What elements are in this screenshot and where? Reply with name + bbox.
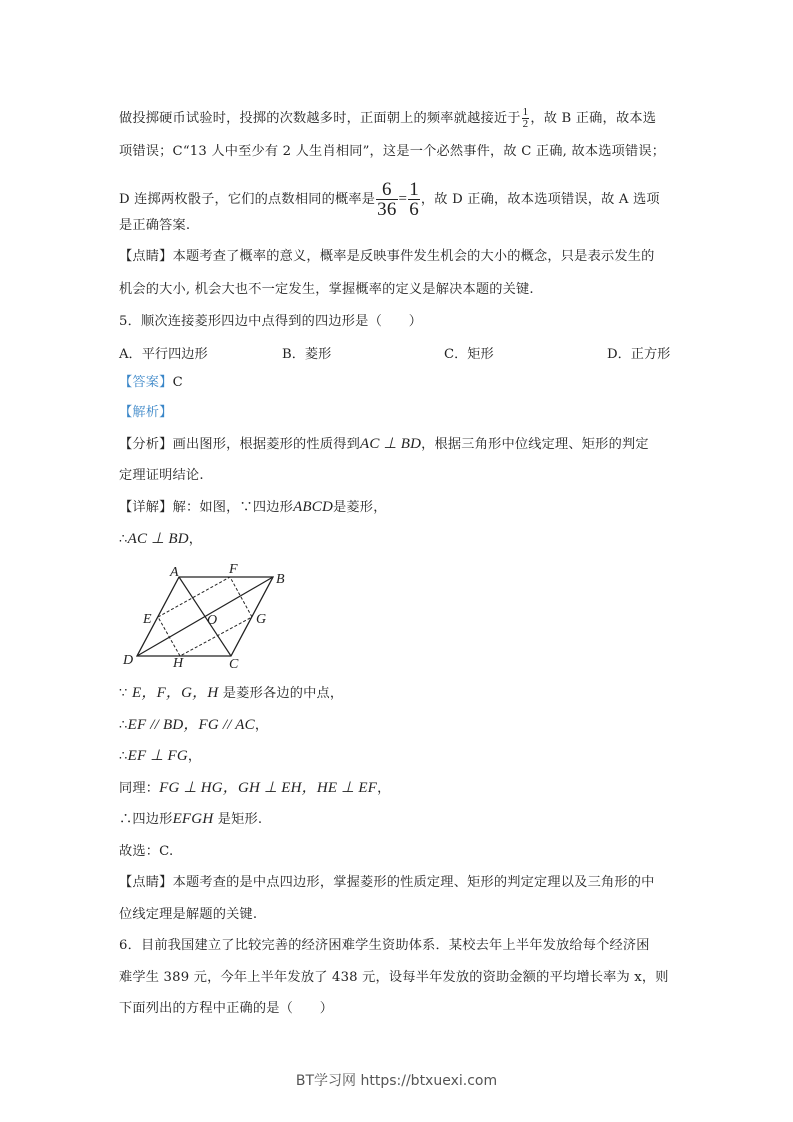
fraction-one-sixth xyxy=(408,180,420,219)
fenxi-line-1 xyxy=(119,435,649,454)
option-d: D．正方形 xyxy=(607,347,671,362)
step-2 xyxy=(119,684,343,703)
option-b: B．菱形 xyxy=(282,347,332,362)
step-7: 故选：C. xyxy=(119,844,174,859)
label-h: H xyxy=(173,656,184,671)
label-b: B xyxy=(276,572,285,587)
math-expression: E，F，G，H xyxy=(132,685,219,701)
answer-label: 【答案】 xyxy=(119,375,173,390)
label-f: F xyxy=(229,562,238,577)
xiangjie-label: 【详解】 xyxy=(119,500,173,515)
comment-label: 【点睛】 xyxy=(119,249,173,264)
label-g: G xyxy=(256,612,267,627)
text-segment: 本题考查的是中点四边形，掌握菱形的性质定理、矩形的判定定理以及三角形的中 xyxy=(172,875,655,890)
solution-line-4: 是正确答案. xyxy=(119,218,191,233)
label-a: A xyxy=(170,565,179,580)
numerator: 6 xyxy=(381,179,392,200)
text-segment: ，根据三角形中位线定理、矩形的判定 xyxy=(421,437,649,452)
text-segment: 本题考查了概率的意义，概率是反映事件发生机会的大小的概念，只是表示发生的 xyxy=(172,249,655,264)
text-segment: ，故 D 正确，故本选项错误，故 A 选项 xyxy=(420,192,660,207)
fenxi-label: 【分析】 xyxy=(119,437,173,452)
comment-line-2: 机会的大小, 机会大也不一定发生，掌握概率的定义是解决本题的关键. xyxy=(119,282,534,297)
math-expression: FG ⊥ HG，GH ⊥ EH，HE ⊥ EF xyxy=(159,780,378,796)
fenxi-line-2: 定理证明结论. xyxy=(119,468,204,483)
step-1 xyxy=(119,530,202,549)
text-segment: 解：如图，∵四边形 xyxy=(172,500,294,515)
text-segment: ∴四边形 xyxy=(119,812,173,827)
text-segment: ，故 B 正确，故本选 xyxy=(530,111,657,126)
label-o: O xyxy=(207,613,218,628)
question-5-stem: 5．顺次连接菱形四边中点得到的四边形是（ ） xyxy=(119,314,423,329)
step-3 xyxy=(119,716,268,735)
numerator: 1 xyxy=(409,179,419,200)
xiangjie-line xyxy=(119,498,387,517)
text-segment: 是矩形. xyxy=(217,812,263,827)
text-segment: D 连掷两枚骰子，它们的点数相同的概率是 xyxy=(119,192,376,207)
text-segment: 是菱形各边的中点， xyxy=(222,686,344,701)
step-6 xyxy=(119,810,262,829)
question-6-line-1: 6．目前我国建立了比较完善的经济困难学生资助体系．某校去年上半年发放给每个经济困 xyxy=(119,938,650,953)
math-expression: AC ⊥ BD xyxy=(360,436,422,452)
label-d: D xyxy=(123,653,134,668)
step-5 xyxy=(119,779,391,798)
because-symbol: ∵ xyxy=(119,686,128,701)
q5-comment-line-1 xyxy=(119,874,655,892)
math-expression: EF ⊥ FG xyxy=(127,748,188,764)
step-4 xyxy=(119,747,201,766)
q5-comment-line-2: 位线定理是解题的关键. xyxy=(119,907,258,922)
text-segment: 画出图形，根据菱形的性质得到 xyxy=(172,437,360,452)
solution-line-2: 项错误；C“13 人中至少有 2 人生肖相同”，这是一个必然事件，故 C 正确, 故本选项错误； xyxy=(119,144,666,159)
footer-watermark: BT学习网 https://btxuexi.com xyxy=(295,1073,498,1089)
analysis-heading xyxy=(119,404,173,422)
denominator: 36 xyxy=(377,199,397,220)
rhombus-figure xyxy=(110,558,310,673)
fraction-six-thirtysix xyxy=(376,180,397,219)
comment-label: 【点睛】 xyxy=(119,875,173,890)
math-expression: EFGH xyxy=(172,811,214,827)
punctuation: ， xyxy=(254,718,269,733)
text-segment: 做投掷硬币试验时，投掷的次数越多时，正面朝上的频率就越接近于 xyxy=(119,111,521,126)
punctuation: ， xyxy=(377,781,391,796)
equals-sign: = xyxy=(398,191,408,207)
math-expression: AC ⊥ BD xyxy=(127,531,189,547)
therefore-symbol: ∴ xyxy=(119,749,128,764)
question-6-line-2: 难学生 389 元，今年上半年发放了 438 元，设每半年发放的资助金额的平均增长率为 x，则 xyxy=(119,970,669,985)
option-a: A．平行四边形 xyxy=(119,347,208,362)
numerator: 1 xyxy=(522,106,529,118)
punctuation: ， xyxy=(187,749,202,764)
punctuation: ， xyxy=(188,532,203,547)
label-c: C xyxy=(229,657,239,672)
therefore-symbol: ∴ xyxy=(119,718,128,733)
text-segment: 同理： xyxy=(119,781,160,796)
answer-line xyxy=(119,374,183,392)
denominator: 2 xyxy=(522,118,529,130)
label-e: E xyxy=(143,612,152,627)
fraction-one-half xyxy=(522,107,530,130)
solution-line-1 xyxy=(119,107,656,130)
text-segment: 是菱形， xyxy=(333,500,387,515)
math-expression: ABCD xyxy=(293,499,334,515)
question-6-line-3: 下面列出的方程中正确的是（ ） xyxy=(119,1001,334,1016)
math-expression: EF // BD，FG // AC xyxy=(127,717,255,733)
comment-line-1 xyxy=(119,248,655,266)
denominator: 6 xyxy=(409,199,419,220)
option-c: C．矩形 xyxy=(444,347,494,362)
analysis-label: 【解析】 xyxy=(119,405,173,420)
solution-line-3 xyxy=(119,180,660,219)
answer-value: C xyxy=(172,375,183,390)
therefore-symbol: ∴ xyxy=(119,532,128,547)
